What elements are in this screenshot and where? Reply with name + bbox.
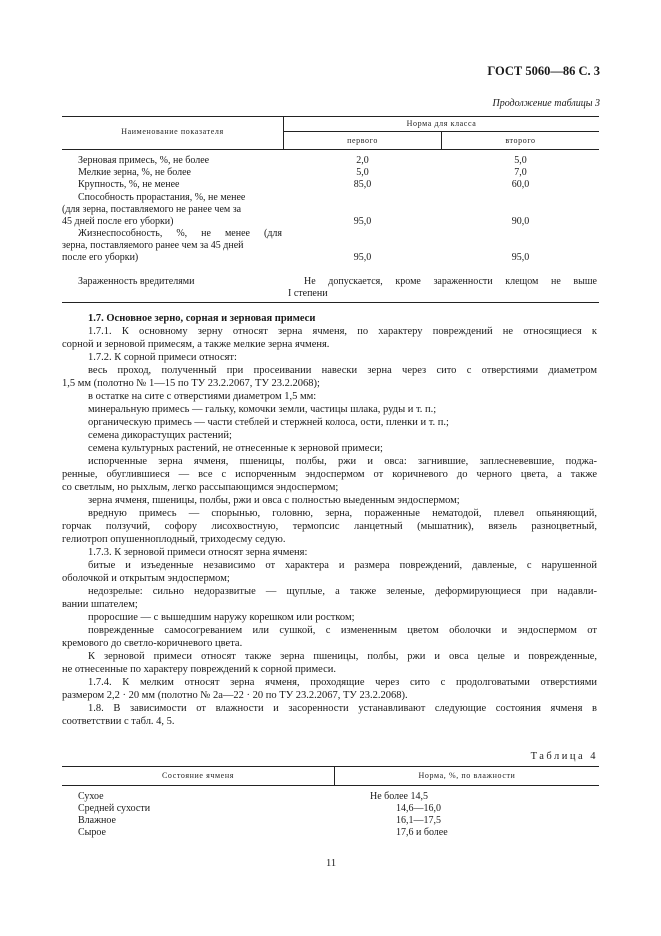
table-bottom-rule [62,302,599,303]
col-header-first: первого [347,136,378,145]
table-row-norm: Не более 14,5 [370,791,428,802]
table-continuation-label: Продолжение таблицы 3 [492,98,600,109]
table-header-rule [62,149,599,150]
col-header-norm: Норма для класса [406,119,477,128]
paragraph-line: 1.7.1. К основному зерну относят зерна ячменя, по характеру повреждений не относящиеся к [88,326,597,337]
paragraph-line: минеральную примесь — гальку, комочки земли, частицы шлака, руды и т. п.; [88,404,437,415]
paragraph-line: размером 2,2 · 20 мм (полотно № 2а—22 · 20 по ТУ 23.2.2067, ТУ 23.2.2068). [62,690,408,701]
paragraph-line: поврежденные самосогреванием или сушкой, с измененным цветом оболочки и эндоспермом от [88,625,597,636]
col-header-name: Наименование показателя [121,127,224,136]
document-header: ГОСТ 5060—86 С. 3 [487,64,600,78]
col-header-state: Состояние ячменя [162,771,234,780]
table-row-name: Зараженность вредителями [78,276,195,287]
col-header-second: второго [505,136,536,145]
table-top-rule [62,766,599,767]
paragraph-line: вании шпателем; [62,599,138,610]
table-row-name: Зерновая примесь, %, не более [78,155,210,166]
table-row-second: 90,0 [511,216,530,227]
table-row-name: 45 дней после его уборки) [62,216,174,227]
table-row-first: 95,0 [353,252,372,263]
paragraph-line: семена дикорастущих растений; [88,430,232,441]
table-row-first: 95,0 [353,216,372,227]
paragraph-line: гелиотроп опушенноплодный, триходесму седую. [62,534,286,545]
table-row-second: 60,0 [511,179,530,190]
paragraph-line: кремового до светло-коричневого цвета. [62,638,243,649]
paragraph-line: семена культурных растений, не отнесенные к зерновой примеси; [88,443,383,454]
table-row-value: Не допускается, кроме зараженности клещом не выше [304,276,597,287]
table-row-name: Крупность, %, не менее [78,179,180,190]
table-row-state: Сырое [78,827,106,838]
paragraph-line: недозрелые: сильно недоразвитые — щуплые, а также зеленые, деформирующиеся при надавли- [88,586,597,597]
table-row-value: I степени [288,288,328,299]
table-row-first: 5,0 [356,167,369,178]
table-caption: Таблица 4 [530,751,598,762]
section-heading: 1.7. Основное зерно, сорная и зерновая примеси [88,313,316,324]
table-row-norm: 14,6—16,0 [396,803,441,814]
table-top-rule [62,116,599,117]
paragraph-line: оболочкой и открытым эндоспермом; [62,573,230,584]
table-row-first: 85,0 [353,179,372,190]
table-row-second: 7,0 [514,167,527,178]
paragraph-line: не отнесенные по характеру повреждений к сорной примеси. [62,664,336,675]
paragraph-line: 1.7.4. К мелким относят зерна ячменя, проходящие через сито с продолговатыми отверстиями [88,677,597,688]
paragraph-line: проросшие — с вышедшим наружу корешком или ростком; [88,612,355,623]
paragraph-line: сорной и зерновой примесям, а также мелкие зерна ячменя. [62,339,330,350]
table-row-name: зерна, поставляемого ранее чем за 45 дней [62,240,244,251]
paragraph-line: К зерновой примеси относят также зерна пшеницы, полбы, ржи и овса целые и поврежденные, [88,651,597,662]
table-row-norm: 16,1—17,5 [396,815,441,826]
paragraph-line: горчак ползучий, софору лисохвостную, термопсис ланцетный (мышатник), вязель разноцветный, [62,521,597,532]
paragraph-line: испорченные зерна ячменя, пшеницы, полбы, ржи и овса: загнившие, заплесневевшие, поджа- [88,456,597,467]
paragraph-line: ренные, обуглившиеся — все с испорченным эндоспермом от коричневого до черного цвета, а также [62,469,597,480]
paragraph-line: соответствии с табл. 4, 5. [62,716,175,727]
table-row-second: 5,0 [514,155,527,166]
paragraph-line: 1.7.3. К зерновой примеси относят зерна ячменя: [88,547,308,558]
paragraph-line: органическую примесь — части стеблей и стержней колоса, ости, пленки и т. п.; [88,417,449,428]
paragraph-line: вредную примесь — спорынью, головню, зерна, пораженные нематодой, плевел опьяняющий, [88,508,597,519]
page-number: 11 [326,858,337,869]
table-row-state: Средней сухости [78,803,151,814]
table-row-name: Жизнеспособность, %, не менее (для [78,228,282,239]
paragraph-line: 1.7.2. К сорной примеси относят: [88,352,237,363]
paragraph-line: 1.8. В зависимости от влажности и засоренности устанавливают следующие состояния ячменя в [88,703,597,714]
table-row-second: 95,0 [511,252,530,263]
table-row-first: 2,0 [356,155,369,166]
table-row-name: Мелкие зерна, %, не более [78,167,191,178]
table-row-name: (для зерна, поставляемого не ранее чем за [62,204,242,215]
paragraph-line: битые и изъеденные независимо от характера и размера повреждений, давленые, с нарушенной [88,560,597,571]
table-row-norm: 17,6 и более [396,827,448,838]
paragraph-line: зерна ячменя, пшеницы, полбы, ржи и овса с полностью выеденным эндоспермом; [88,495,460,506]
table-row-state: Влажное [78,815,116,826]
paragraph-line: в остатке на сите с отверстиями диаметром 1,5 мм: [88,391,317,402]
table-row-name: после его уборки) [62,252,139,263]
paragraph-line: весь проход, полученный при просеивании навески зерна через сито с отверстиями диаметром [88,365,597,376]
table-header-rule [62,785,599,786]
table-row-name: Способность прорастания, %, не менее [78,192,246,203]
paragraph-line: 1,5 мм (полотно № 1—15 по ТУ 23.2.2067, ТУ 23.2.2068); [62,378,320,389]
table-row-state: Сухое [78,791,104,802]
col-header-norm: Норма, %, по влажности [418,771,516,780]
paragraph-line: со светлым, но рыхлым, легко рассыпающимся эндоспермом; [62,482,339,493]
